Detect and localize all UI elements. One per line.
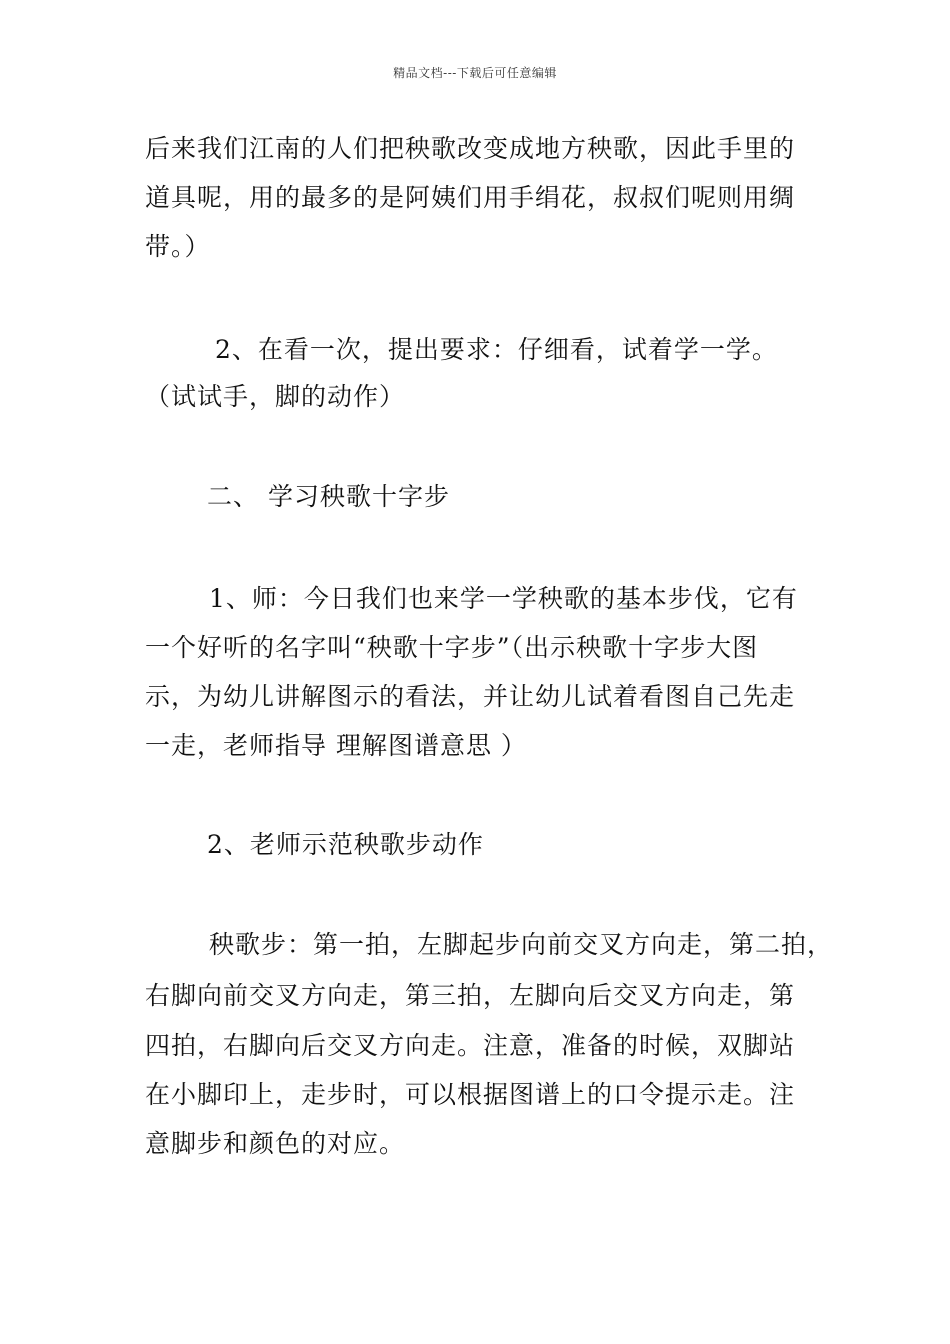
paragraph-line: 带。） [145,232,211,261]
page-header: 精品文档---下载后可任意编辑 [393,66,557,80]
paragraph-line: 2、在看一次，提出要求：仔细看，试着学一学。 [215,335,778,364]
paragraph-line: 四拍，右脚向后交叉方向走。注意，准备的时候，双脚站 [145,1031,796,1060]
paragraph-line: 意脚步和颜色的对应。 [145,1129,406,1158]
paragraph-line: 道具呢，用的最多的是阿姨们用手绢花，叔叔们呢则用绸 [145,183,796,212]
paragraph-line: 1、师：今日我们也来学一学秧歌的基本步伐，它有 [209,584,798,613]
section-heading: 二、 学习秧歌十字步 [207,482,450,511]
paragraph-line: 右脚向前交叉方向走，第三拍，左脚向后交叉方向走，第 [145,981,796,1010]
paragraph-line: （试试手，脚的动作） [145,382,406,411]
paragraph-line: 一走，老师指导 理解图谱意思 ） [145,731,527,760]
paragraph-line: 一个好听的名字叫“秧歌十字步”（出示秧歌十字步大图 [145,633,759,662]
paragraph-line: 秧歌步：第一拍，左脚起步向前交叉方向走，第二拍， [209,930,834,959]
paragraph-line: 后来我们江南的人们把秧歌改变成地方秧歌，因此手里的 [145,134,796,163]
paragraph-line: 示，为幼儿讲解图示的看法，并让幼儿试着看图自己先走 [145,682,796,711]
paragraph-line: 在小脚印上，走步时，可以根据图谱上的口令提示走。注 [145,1080,796,1109]
paragraph-line: 2、老师示范秧歌步动作 [207,830,484,859]
